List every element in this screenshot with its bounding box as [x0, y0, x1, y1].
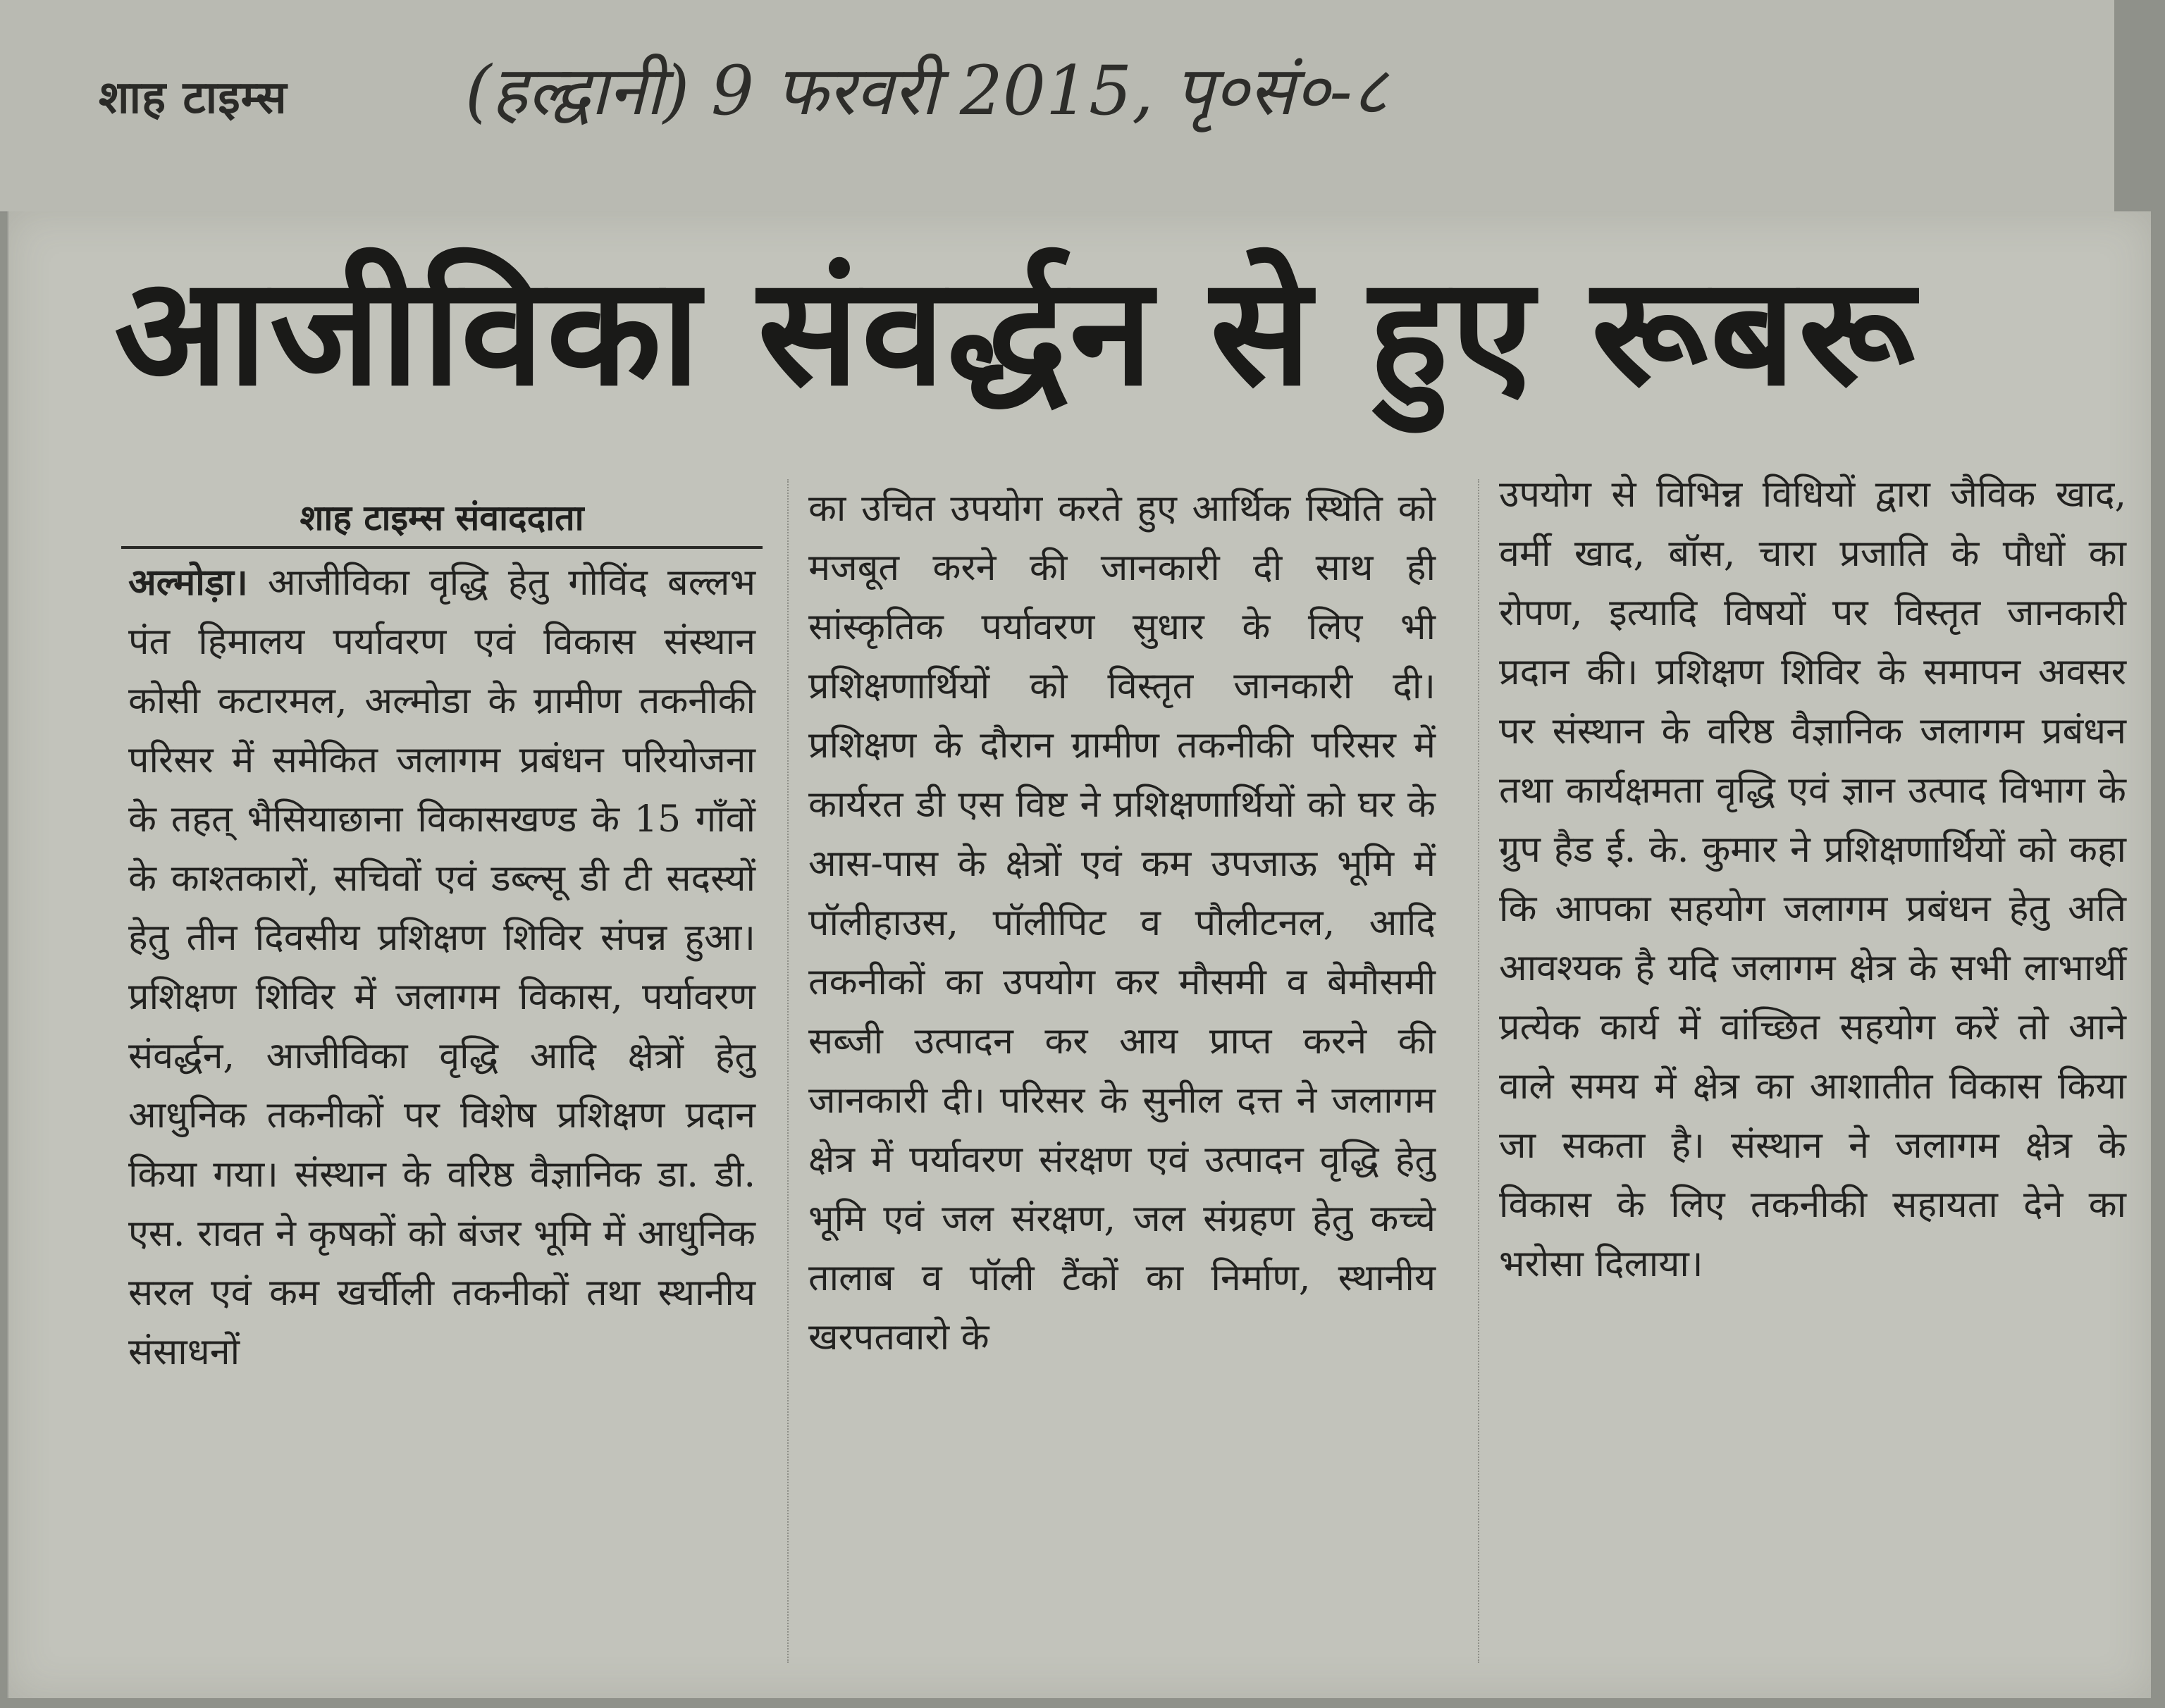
byline: शाह टाइम्स संवाददाता [300, 497, 584, 538]
column-1-text [128, 553, 755, 1382]
article-column-3 [1499, 465, 2126, 1294]
masthead-clipping [0, 0, 2114, 213]
byline-rule [121, 546, 763, 549]
article-column-1 [128, 490, 755, 1382]
article-clipping [7, 211, 2151, 1698]
dateline: अल्मोड़ा। [128, 561, 248, 604]
handwritten-date-note: (हल्द्वानी) 9 फरवरी 2015, पृ०सं०-८ [465, 51, 1388, 130]
headline: आजीविका संवर्द्धन से हुए रूबरू [114, 245, 1918, 419]
column-2-body: का उचित उपयोग करते हुए आर्थिक स्थिति को मजबूत करने की जानकारी दी साथ ही सांस्कृतिक पर्यावरण सुधार के लिए भी प्रशिक्षणार्थियों को विस्तृत जानकारी दी। प्रशिक्षण के दौरान ग्रामीण तकनीकी परिसर में कार्यरत डी एस विष्ट ने प्रशिक्षणार्थियों को घर के आस-पास के क्षेत्रों एवं कम उपजाऊ भूमि में पॉलीहाउस, पॉलीपिट व पौलीटनल, आदि तकनीकों का उपयोग कर मौसमी व बेमौसमी सब्जी उत्पादन कर आय प्राप्त करने की जानकारी दी। परिसर के सुनील दत्त ने जलागम क्षेत्र में पर्यावरण संरक्षण एवं उत्पादन वृद्धि हेतु भूमि एवं जल संरक्षण, जल संग्रहण हेतु कच्चे तालाब व पॉली टैंकों का निर्माण, स्थानीय खरपतवारो के [808, 488, 1436, 1359]
publication-name: शाह टाइम्स [99, 72, 288, 124]
column-divider-1 [787, 479, 789, 1663]
column-divider-2 [1478, 479, 1479, 1663]
article-column-2 [808, 479, 1436, 1367]
column-1-body: आजीविका वृद्धि हेतु गोविंद बल्लभ पंत हिमालय पर्यावरण एवं विकास संस्थान कोसी कटारमल, अल्मोडा के ग्रामीण तकनीकी परिसर में समेकित जलागम प्रबंधन परियोजना के तहत् भैसियाछाना विकासखण्ड के 15 गाँवों के काश्तकारों, सचिवों एवं डब्ल्सू डी टी सदस्यों हेतु तीन दिवसीय प्रशिक्षण शिविर संपन्न हुआ। प्रशिक्षण शिविर में जलागम विकास, पर्यावरण संवर्द्धन, आजीविका वृद्धि आदि क्षेत्रों हेतु आधुनिक तकनीकों पर विशेष प्रशिक्षण प्रदान किया गया। संस्थान के वरिष्ठ वैज्ञानिक डा. डी. एस. रावत ने कृषकों को बंजर भूमि में आधुनिक सरल एवं कम खर्चीली तकनीकों तथा स्थानीय संसाधनों [128, 562, 755, 1373]
column-3-body: उपयोग से विभिन्न विधियों द्वारा जैविक खाद, वर्मी खाद, बॉस, चारा प्रजाति के पौधों का रोपण, इत्यादि विषयों पर विस्तृत जानकारी प्रदान की। प्रशिक्षण शिविर के समापन अवसर पर संस्थान के वरिष्ठ वैज्ञानिक जलागम प्रबंधन तथा कार्यक्षमता वृद्धि एवं ज्ञान उत्पाद विभाग के ग्रुप हैड ई. के. कुमार ने प्रशिक्षणार्थियों को कहा कि आपका सहयोग जलागम प्रबंधन हेतु अति आवश्यक है यदि जलागम क्षेत्र के सभी लाभार्थी प्रत्येक कार्य में वांच्छित सहयोग करें तो आने वाले समय में क्षेत्र का आशातीत विकास किया जा सकता है। संस्थान ने जलागम क्षेत्र के विकास के लिए तकनीकी सहायता देने का भरोसा दिलाया। [1499, 474, 2126, 1285]
